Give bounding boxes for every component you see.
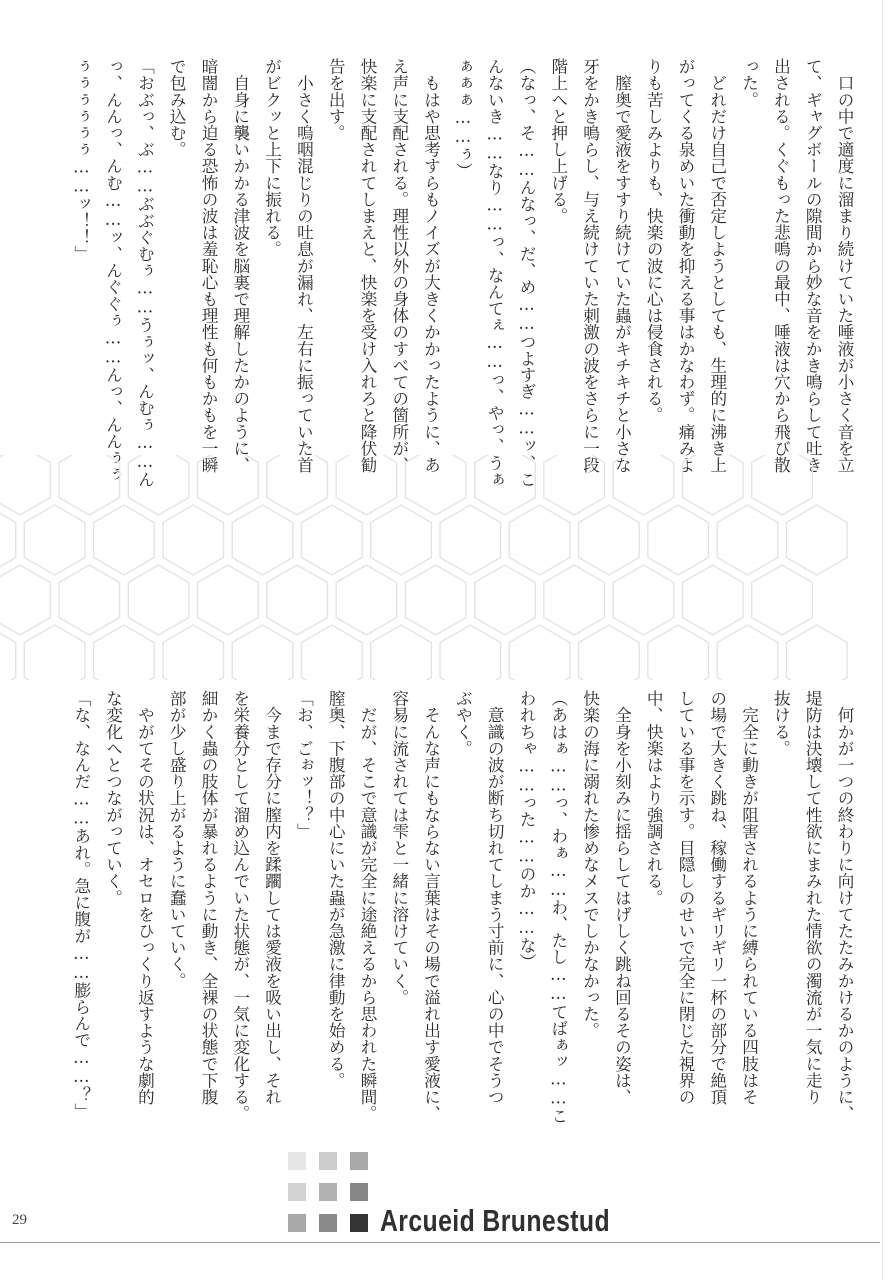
logo-square xyxy=(288,1152,306,1170)
hexagon-shape xyxy=(94,505,155,575)
hexagon-shape xyxy=(648,505,709,575)
text-column: もはや思考すらもノイズが大きくかかったように、あ xyxy=(421,58,441,473)
hexagon-shape xyxy=(336,565,397,635)
hexagon-shape xyxy=(544,565,605,635)
logo-square xyxy=(350,1152,368,1170)
hexagon-shape xyxy=(267,455,328,515)
hexagon-shape xyxy=(440,505,501,575)
text-column: で包み込む。 xyxy=(167,58,187,158)
hexagon-shape xyxy=(475,565,536,635)
hexagon-shape xyxy=(475,455,536,515)
hexagon-shape xyxy=(302,625,363,680)
hexagon-shape xyxy=(440,625,501,680)
hexagon-shape xyxy=(0,505,16,575)
hexagon-shape xyxy=(509,505,570,575)
hexagon-shape xyxy=(752,565,813,635)
logo-square xyxy=(319,1214,337,1232)
text-column: やがてその状況は、オセロをひっくり返すような劇的 xyxy=(135,690,155,1105)
text-column: 抜ける。 xyxy=(771,690,791,757)
text-column: 牙をかき鳴らし、与え続けていた刺激の波をさらに一段 xyxy=(580,58,600,473)
hexagon-shape xyxy=(683,565,744,635)
text-column: 意識の波が断ち切れてしまう寸前に、心の中でそうつ xyxy=(485,690,505,1105)
hexagon-shape xyxy=(0,625,16,680)
text-column: 容易に流されては雫と一緒に溶けていく。 xyxy=(389,690,409,1006)
hexagon-shape xyxy=(94,625,155,680)
character-name-title: Arcueid Brunestud xyxy=(380,1203,611,1238)
hexagon-shape xyxy=(579,505,640,575)
hexagon-shape xyxy=(405,565,466,635)
text-column: している事を示す。目隠しのせいで完全に閉じた視界の xyxy=(676,690,695,1105)
hexagon-shape xyxy=(613,455,674,515)
text-column: 告を出す。 xyxy=(326,58,346,141)
text-column: 中、快楽はより強調される。 xyxy=(644,690,664,906)
text-column: 自身に襲いかかる津波を脳裏で理解したかのように、 xyxy=(230,58,250,473)
text-column: んないき……なり……っ、なんてぇ……っ、やっ、うぁ xyxy=(485,58,505,488)
hexagon-shape xyxy=(752,455,813,515)
text-column: て、ギャグボールの隙間から妙な音をかき鳴らして吐き xyxy=(803,58,823,473)
text-column: がビクッと上下に振れる。 xyxy=(262,58,282,258)
text-column: 快楽に支配されてしまえと、快楽を受け入れろと降伏勧 xyxy=(358,58,377,473)
hexagon-pattern xyxy=(0,455,889,680)
hexagon-shape xyxy=(717,625,778,680)
text-column: そんな声にもならない言葉はその場で溢れ出す愛液に、 xyxy=(421,690,441,1122)
text-column: の場で大きく跳ね、稼働するギリギリ一杯の部分で絶頂 xyxy=(707,690,727,1105)
text-column: 今まで存分に膣内を蹂躙しては愛液を吸い出し、それ xyxy=(262,690,282,1105)
hexagon-shape xyxy=(302,505,363,575)
hexagon-shape xyxy=(59,565,120,635)
text-column: 「おぶっ、ぶ……ぶぶぐむぅ……うぅッ、んむぅ……ん xyxy=(135,58,155,488)
hexagon-shape xyxy=(544,455,605,515)
hexagon-shape xyxy=(267,565,328,635)
hexagon-shape xyxy=(128,455,189,515)
hexagon-shape xyxy=(24,505,85,575)
text-column: だが、そこで意識が完全に途絶えるから思われた瞬間。 xyxy=(358,690,377,1122)
text-column: 口の中で適度に溜まり続けていた唾液が小さく音を立 xyxy=(835,58,854,473)
text-column: 快楽の海に溺れた惨めなメスでしかなかった。 xyxy=(580,690,600,1039)
logo-square xyxy=(288,1183,306,1201)
logo-square xyxy=(350,1183,368,1201)
hexagon-shape xyxy=(0,565,50,635)
hexagon-shape xyxy=(163,505,224,575)
text-column: われちゃ……った……のか……な） xyxy=(517,690,536,970)
text-column: え声に支配される。理性以外の身体のすべての箇所が、 xyxy=(389,58,409,473)
hexagon-shape xyxy=(232,505,293,575)
hexagon-shape xyxy=(198,455,259,515)
text-column: ぶやく。 xyxy=(453,690,473,757)
hexagon-shape xyxy=(613,565,674,635)
text-column: っ、んんっ、んむ……ッ、んぐぐぅ……んっ、んんぅぅ xyxy=(103,58,123,483)
hexagon-shape xyxy=(371,625,432,680)
hexagon-shape xyxy=(579,625,640,680)
text-column: ぁぁぁ……ぅ） xyxy=(453,58,473,179)
text-column: 出される。くぐもった悲鳴の最中、唾液は穴から飛び散 xyxy=(771,58,791,473)
hexagon-shape xyxy=(128,565,189,635)
text-column: 部が少し盛り上がるように蠢いていく。 xyxy=(167,690,187,989)
text-column: 「な、なんだ……あれ。急に腹が……膨らんで……？」 xyxy=(71,690,91,1120)
logo-square xyxy=(288,1214,306,1232)
hexagon-shape xyxy=(198,565,259,635)
hexagon-shape xyxy=(786,505,847,575)
logo-square xyxy=(319,1183,337,1201)
hexagon-shape xyxy=(405,455,466,515)
text-column: がってくる泉めいた衝動を抑える事はかなわず。痛みよ xyxy=(676,58,695,473)
text-column: （あはぁ……っ、わぁ……わ、たし……てばぁッ……こ xyxy=(548,690,568,1125)
text-column: 小さく嗚咽混じりの吐息が漏れ、左右に振っていた首 xyxy=(294,58,314,473)
text-column: った。 xyxy=(739,58,759,108)
hexagon-shape xyxy=(648,625,709,680)
text-column: な変化へとつながっていく。 xyxy=(103,690,123,906)
text-column: （なっ、そ……んなっ、だ、め……つよすぎ……ッ、こ xyxy=(517,58,536,488)
text-column: 何かが一つの終わりに向けてたたみかけるかのように、 xyxy=(835,690,854,1122)
hexagon-shape xyxy=(717,505,778,575)
page-number: 29 xyxy=(12,1212,27,1228)
text-column: りも苦しみよりも、快楽の波に心は侵食される。 xyxy=(644,58,664,424)
text-column: 堤防は決壊して性欲にまみれた情欲の濁流が一気に走り xyxy=(803,690,823,1105)
hexagon-shape xyxy=(232,625,293,680)
hexagon-shape xyxy=(59,455,120,515)
hexagon-shape xyxy=(371,505,432,575)
text-column: 完全に動きが阻害されるように縛られている四肢はそ xyxy=(739,690,759,1105)
hexagon-shape xyxy=(509,625,570,680)
text-column: 膣奥で愛液をすすり続けていた蟲がキチキチと小さな xyxy=(612,58,632,473)
text-column: 暗闇から迫る恐怖の波は羞恥心も理性も何もかもを一瞬 xyxy=(199,58,218,473)
text-column: 膣奥、下腹部の中心にいた蟲が急激に律動を始める。 xyxy=(326,690,346,1089)
text-column: 「お、ごぉッ！？」 xyxy=(294,690,314,840)
hexagon-shape xyxy=(786,625,847,680)
text-column: 細かく蟲の肢体が暴れるように動き、全裸の状態で下腹 xyxy=(199,690,218,1105)
text-column: どれだけ自己で否定しようとしても、生理的に沸き上 xyxy=(707,58,727,473)
logo-square xyxy=(350,1214,368,1232)
hexagon-shape xyxy=(683,455,744,515)
hexagon-shape xyxy=(24,625,85,680)
text-column: ぅぅぅぅぅぅ……ッ！！」 xyxy=(71,58,91,262)
text-column: を栄養分として溜め込んでいた状態が、一気に変化する。 xyxy=(230,690,250,1122)
text-column: 全身を小刻みに揺らしてはげしく跳ね回るその姿は、 xyxy=(612,690,632,1105)
hexagon-shape xyxy=(336,455,397,515)
logo-square xyxy=(319,1152,337,1170)
hexagon-shape xyxy=(163,625,224,680)
footer-rule xyxy=(0,1242,880,1243)
text-column: 階上へと押し上げる。 xyxy=(548,58,568,224)
hexagon-shape xyxy=(0,455,50,515)
